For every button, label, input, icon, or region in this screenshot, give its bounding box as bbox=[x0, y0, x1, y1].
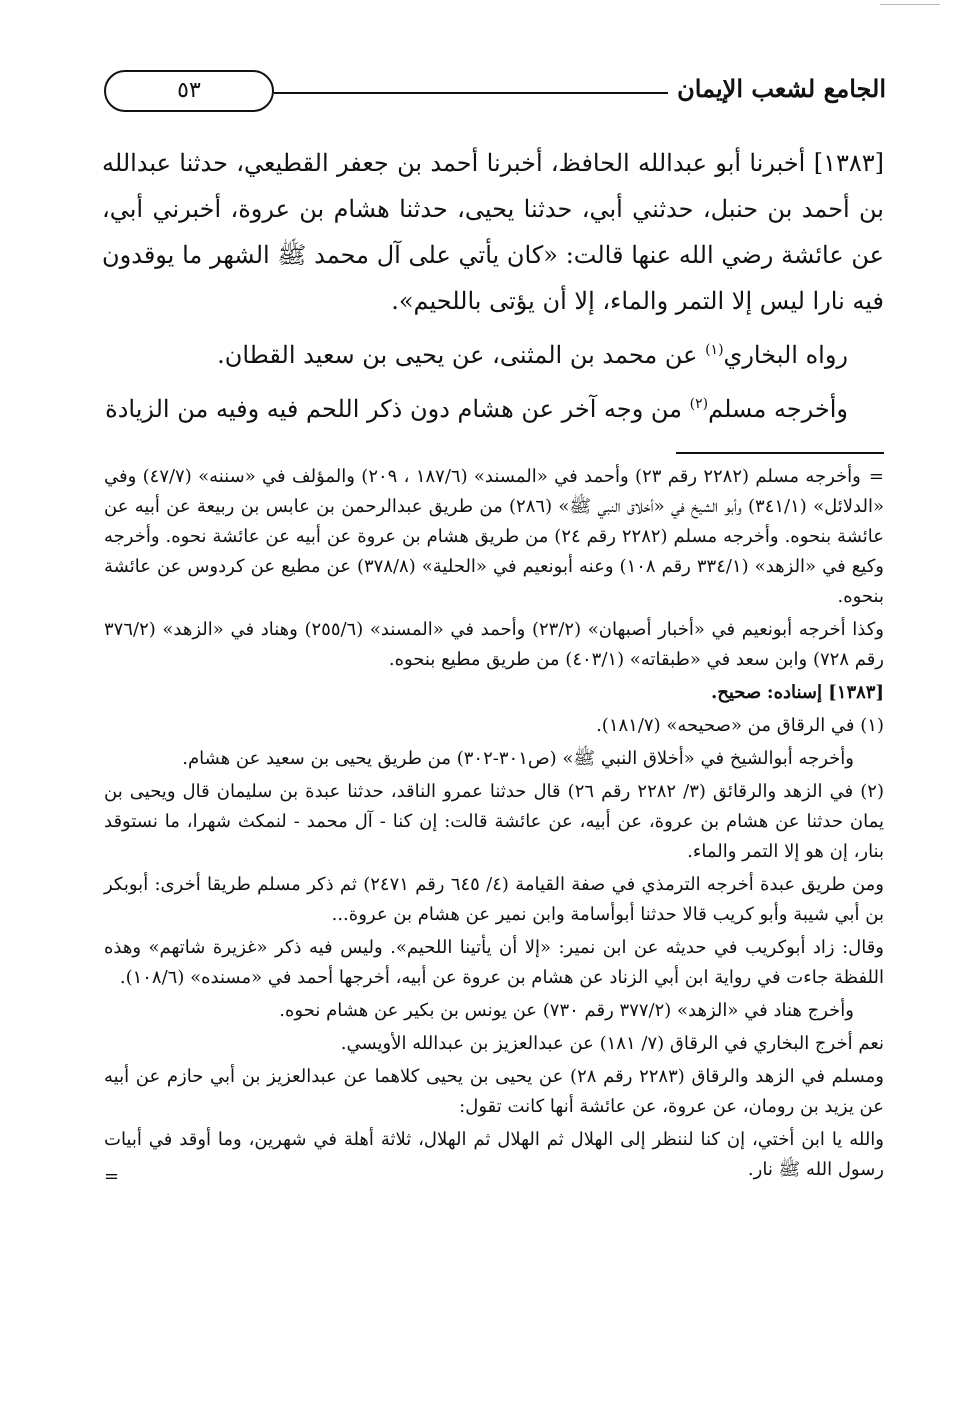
footnote-2-g bbox=[104, 1125, 884, 1185]
footnote-2f-text: ومسلم في الزهد والرقاق (٢٢٨٣ رقم ٢٨) عن يحيى بن يحيى كلاهما عن عبدالعزيز بن أبي حازم عن أبيه عن يزيد بن رومان، عن عروة، عن عائشة أنها كانت تقول: bbox=[104, 1066, 884, 1117]
note-takhrij-1 bbox=[104, 462, 884, 612]
main-text bbox=[102, 140, 884, 432]
footnote-divider bbox=[676, 452, 884, 454]
page-header bbox=[104, 70, 886, 114]
footnote-2-c bbox=[104, 933, 884, 993]
footnote-1-text: (١) في الرقاق من «صحيحه» (١٨١/٧). bbox=[596, 715, 884, 736]
hadith-text: أخبرنا أبو عبدالله الحافظ، أخبرنا أحمد بن جعفر القطيعي، حدثنا عبدالله بن أحمد بن حنبل، حدثني أبي، حدثنا يحيى، حدثنا هشام بن عروة، أخبرني أبي، عن عائشة رضي الله عنها قالت: «كان يأتي على آل محمد ﷺ الشهر ما يوقدون فيه نارا ليس إلا التمر والماء، إلا أن يؤتى باللحيم». bbox=[102, 149, 884, 315]
header-rule bbox=[274, 92, 668, 94]
muslim-text-b: من وجه آخر عن هشام دون ذكر اللحم فيه وفيه من الزيادة bbox=[105, 395, 690, 423]
footnote-2-f bbox=[104, 1062, 884, 1122]
footnote-2g-text: والله يا ابن أختي، إن كنا لننظر إلى الهلال ثم الهلال ثم الهلال، ثلاثة أهلة في شهرين، وما أوقد في أبيات رسول الله ﷺ نار. bbox=[104, 1129, 884, 1180]
footnote-2 bbox=[104, 777, 884, 867]
footnote-ref-2[interactable]: (٢) bbox=[689, 396, 709, 412]
bukhari-text-a: رواه البخاري bbox=[723, 341, 848, 369]
continuation-mark: = bbox=[868, 466, 884, 487]
muslim-text-a: وأخرجه مسلم bbox=[708, 395, 848, 423]
muslim-paragraph bbox=[102, 386, 884, 432]
footnotes bbox=[104, 462, 884, 1188]
bukhari-text-b: عن محمد بن المثنى، عن يحيى بن سعيد القطان. bbox=[217, 341, 706, 369]
footnote-2-e bbox=[104, 1029, 884, 1059]
footnote-2e-text: نعم أخرج البخاري في الرقاق (٧/ ١٨١) عن عبدالعزيز بن عبدالله الأويسي. bbox=[340, 1033, 884, 1054]
note-text-2: وكذا أخرجه أبونعيم في «أخبار أصبهان» (٢٣/٢) وأحمد في «المسند» (٢٥٥/٦) وهناد في «الزهد» (٣٧٦/٢ رقم ٧٢٨) وابن سعد في «طبقاته» (٤٠٣/١) من طريق مطيع بنحوه. bbox=[104, 619, 885, 670]
continuation-mark-end: = bbox=[104, 1166, 120, 1187]
isnad-value: صحيح. bbox=[710, 682, 762, 703]
page-number: ٥٣ bbox=[104, 70, 274, 112]
bukhari-paragraph bbox=[102, 332, 884, 378]
footnote-1 bbox=[104, 711, 884, 741]
hadith-number: [١٣٨٣] bbox=[813, 149, 884, 177]
footnote-2b-text: ومن طريق عبدة أخرجه الترمذي في صفة القيامة (٤/ ٦٤٥ رقم ٢٤٧١) ثم ذكر مسلم طريقا أخرى: أبوبكر بن أبي شيبة وأبو كريب قالا حدثنا أبوأسامة وابن نمير عن هشام بن عروة... bbox=[104, 874, 884, 925]
footnote-2-text: (٢) في الزهد والرقائق (٣/ ٢٢٨٢ رقم ٢٦) قال حدثنا عمرو الناقد، حدثنا عبدة بن سليمان قال ويحيى بن يمان حدثنا عن هشام بن عروة، عن أبيه، عن عائشة قالت: إن كنا - آل محمد - لنمكث شهرا، ما نستوقد بنار، إن هو إلا التمر والماء. bbox=[104, 781, 884, 862]
footnote-ref-1[interactable]: (١) bbox=[705, 342, 724, 358]
footnote-2d-text: وأخرج هناد في «الزهد» (٣٧٧/٢ رقم ٧٣٠) عن يونس بن بكير عن هشام نحوه. bbox=[279, 1000, 854, 1021]
note-text-1: وأخرجه مسلم (٢٢٨٢ رقم ٢٣) وأحمد في «المسند» (١٨٧/٦ ، ٢٠٩) والمؤلف في «سننه» (٤٧/٧) وفي «الدلائل» (٣٤١/١) وأبو الشيخ في «أخلاق النبي ﷺ» (٢٨٦) من طريق عبدالرحمن بن عابس بن ربيعة عن أبيه عن عائشة بنحوه. وأخرجه مسلم (٢٢٨٢ رقم ٢٤) من طريق هشام بن عروة عن أبيه عن عائشة نحوه. وأخرجه وكيع في «الزهد» (٣٣٤/١ رقم ١٠٨) وعنه أبونعيم في «الحلية» (٣٧٨/٨) عن مطيع عن كردوس عن عائشة بنحوه. bbox=[104, 466, 884, 607]
footnote-1-cont bbox=[104, 744, 884, 774]
footnote-2c-text: وقال: زاد أبوكريب في حديثه عن ابن نمير: «إلا أن يأتينا اللحيم». وليس فيه ذكر «غزيرة شاتهم» وهذه اللفظة جاءت في رواية ابن أبي الزناد عن هشام بن عروة عن أبيه، أخرجها أحمد في «مسنده» (١٠٨/٦). bbox=[104, 937, 884, 988]
scan-edge-mark bbox=[880, 4, 940, 5]
footnote-2-d bbox=[104, 996, 884, 1026]
footnote-1b-text: وأخرجه أبوالشيخ في «أخلاق النبي ﷺ» (ص٣٠١-٣٠٢) من طريق يحيى بن سعيد عن هشام. bbox=[182, 748, 854, 769]
footnote-2-b bbox=[104, 870, 884, 930]
isnad-label: [١٣٨٣] إسناده: bbox=[766, 682, 884, 703]
isnad-grade bbox=[104, 678, 884, 708]
running-title: الجامع لشعب الإيمان bbox=[677, 74, 886, 103]
note-takhrij-2 bbox=[104, 615, 884, 675]
hadith-paragraph bbox=[102, 140, 884, 324]
